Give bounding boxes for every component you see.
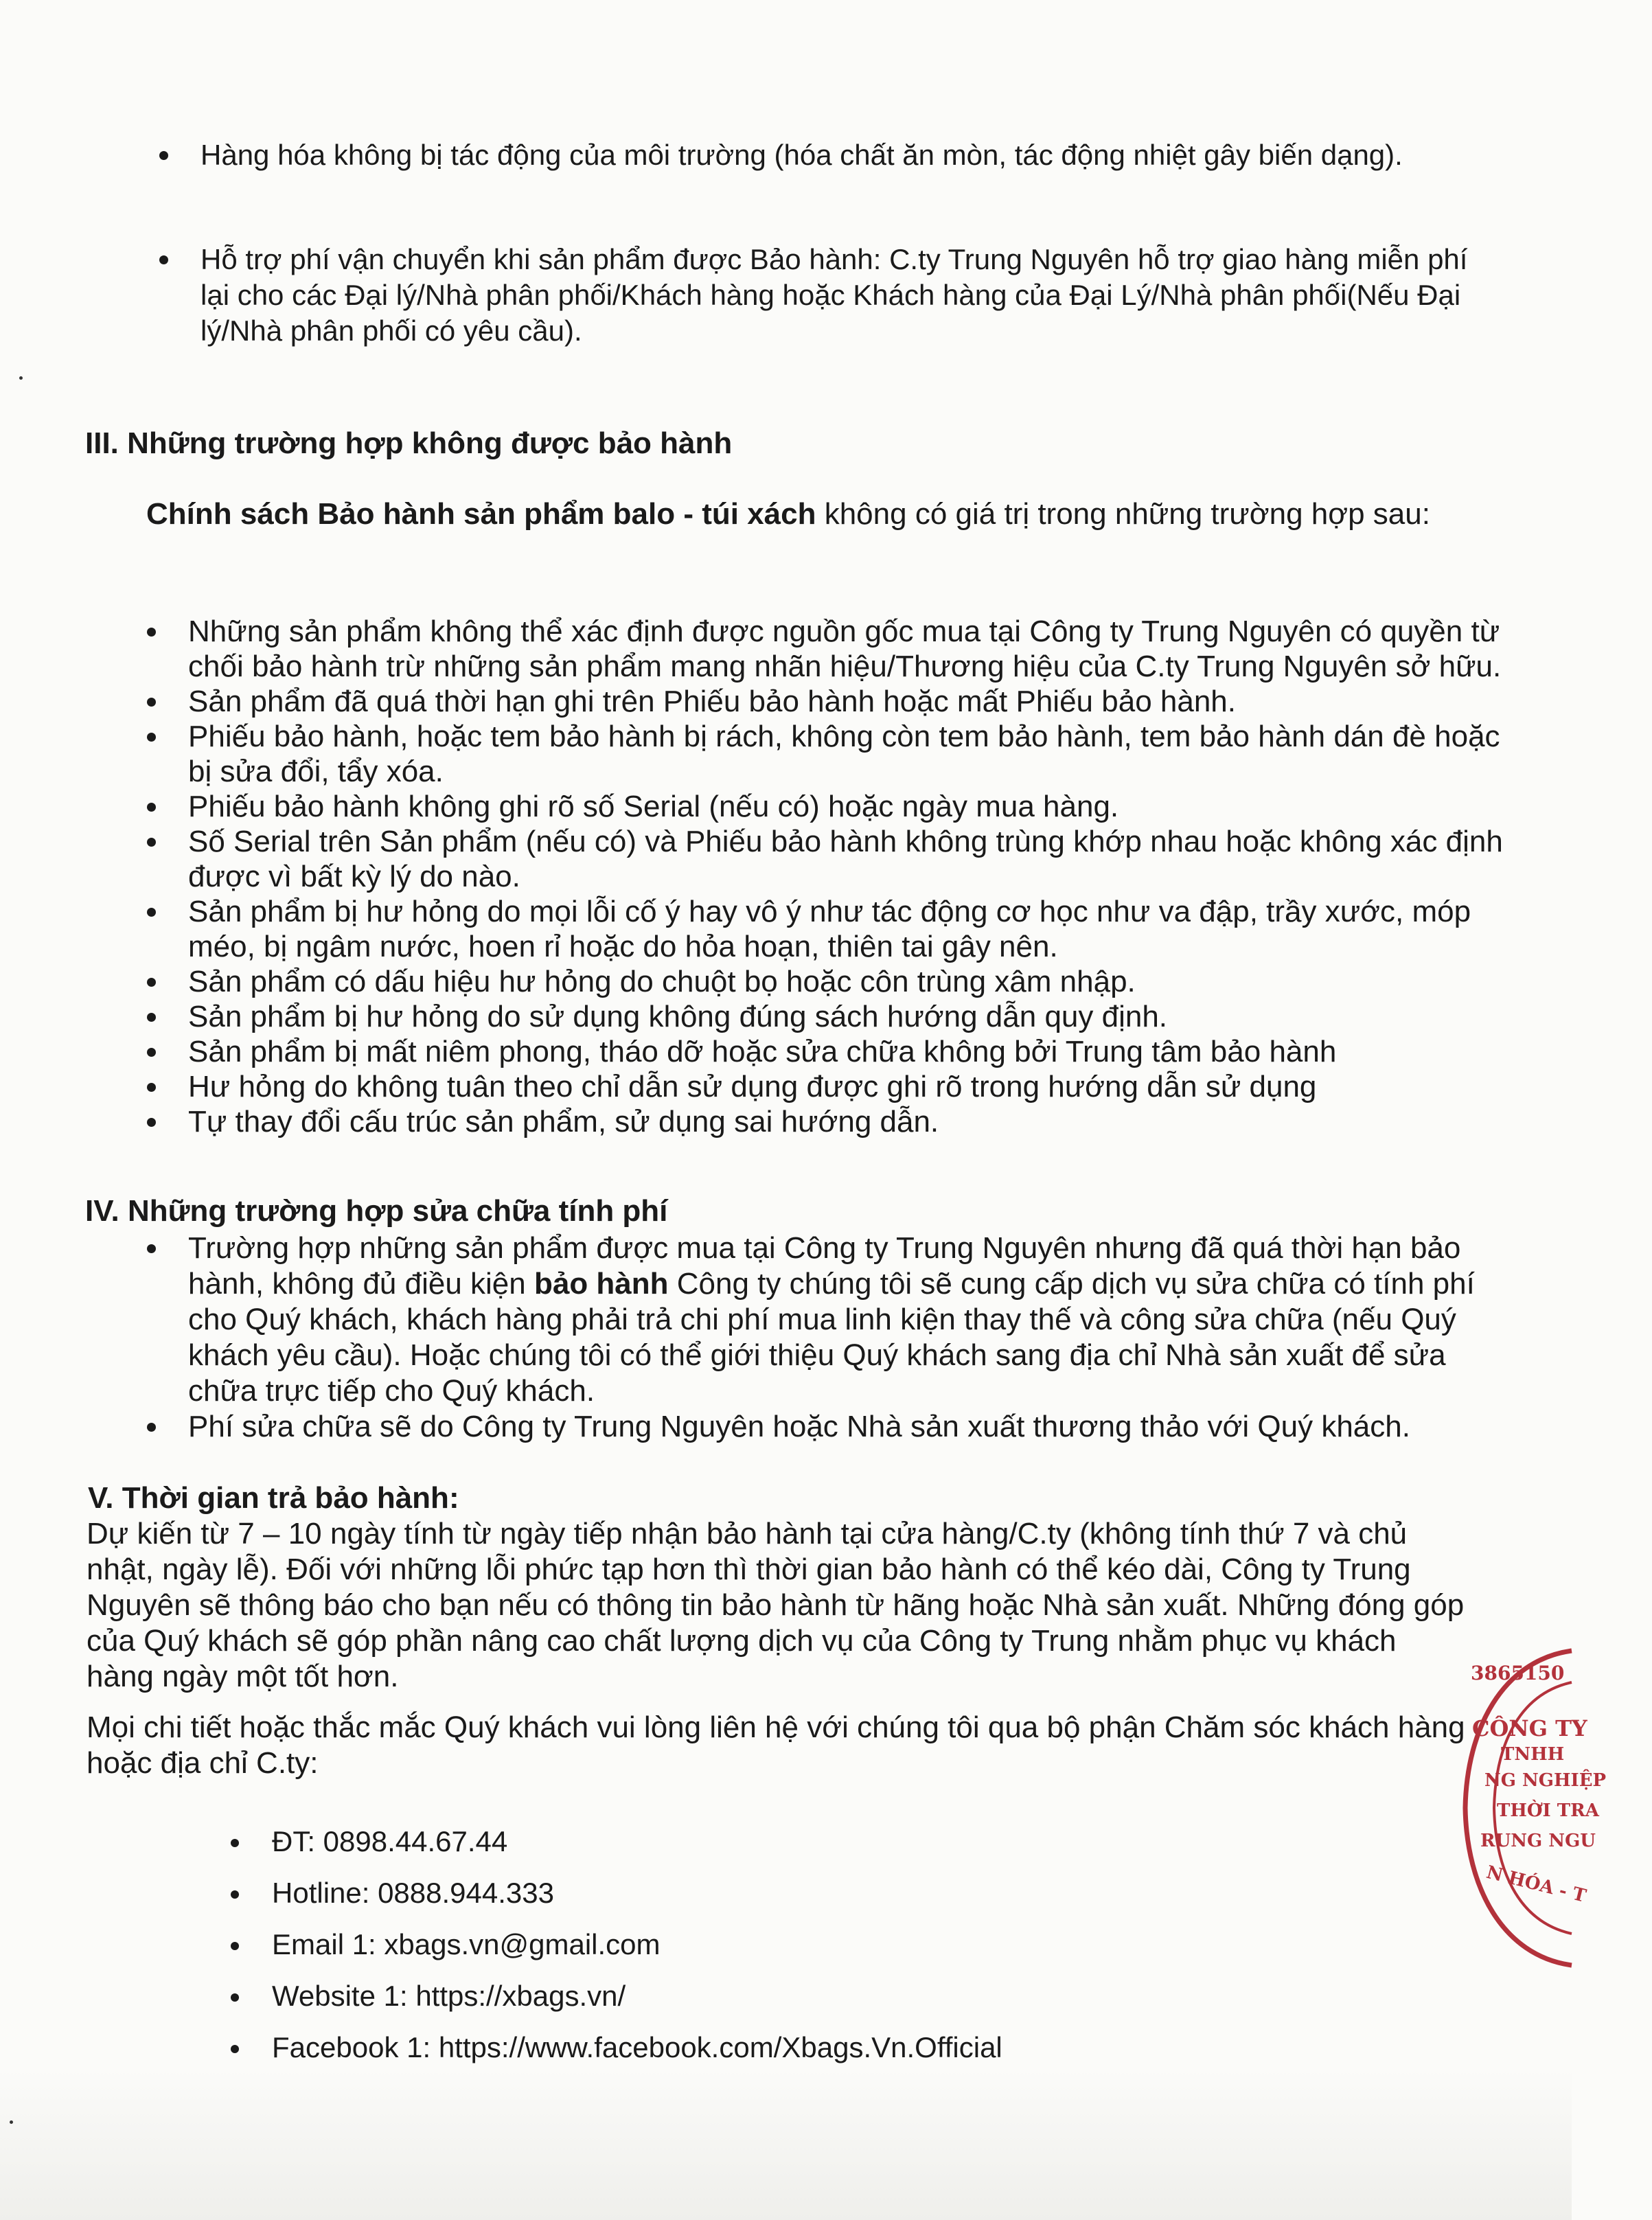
list-item: Những sản phẩm không thể xác định được nguồn gốc mua tại Công ty Trung Nguyên có quyền từ chối bảo hành trừ những sản phẩm mang nhãn hiệu/Thương hiệu của C.ty Trung Nguyên sở hữu. <box>140 614 1506 684</box>
list-item: Sản phẩm bị hư hỏng do mọi lỗi cố ý hay vô ý như tác động cơ học như va đập, trầy xước, móp méo, bị ngâm nước, hoen rỉ hoặc do hỏa hoạn, thiên tai gây nên. <box>140 894 1506 964</box>
list-item: Sản phẩm có dấu hiệu hư hỏng do chuột bọ hoặc côn trùng xâm nhập. <box>140 964 1506 999</box>
paid-repair-list <box>140 1231 1506 1445</box>
list-item: Phí sửa chữa sẽ do Công ty Trung Nguyên hoặc Nhà sản xuất thương thảo với Quý khách. <box>140 1409 1506 1445</box>
contact-website[interactable]: Website 1: https://xbags.vn/ <box>224 1978 1322 2014</box>
list-item: Số Serial trên Sản phẩm (nếu có) và Phiếu bảo hành không trùng khớp nhau hoặc không xác định được vì bất kỳ lý do nào. <box>140 824 1506 894</box>
paid-repair-bold: bảo hành <box>534 1267 669 1301</box>
list-item <box>140 1231 1506 1409</box>
scan-speck <box>19 376 23 380</box>
list-item: Phiếu bảo hành, hoặc tem bảo hành bị rách, không còn tem bảo hành, tem bảo hành dán đè hoặc bị sửa đổi, tẩy xóa. <box>140 719 1506 789</box>
intro-rest-text: không có giá trị trong những trường hợp sau: <box>816 497 1430 531</box>
intro-bold-text: Chính sách Bảo hành sản phẩm balo - túi xách <box>146 497 816 531</box>
stamp-line: NG NGHIỆP <box>1484 1770 1607 1791</box>
stamp-line: CÔNG TY <box>1472 1715 1587 1741</box>
contact-phone: ĐT: 0898.44.67.44 <box>224 1824 1322 1859</box>
return-time-paragraph: Dự kiến từ 7 – 10 ngày tính từ ngày tiếp nhận bảo hành tại cửa hàng/C.ty (không tính thứ 7 và chủ nhật, ngày lễ). Đối với những lỗi phức tạp hơn thì thời gian bảo hành có thể kéo dài, Công ty Trung Nguyên sẽ thông báo cho bạn nếu có thông tin bảo hành từ hãng hoặc Nhà sản xuất. Những đóng góp của Quý khách sẽ góp phần nâng cao chất lượng dịch vụ của Công ty Trung nhằm phục vụ khách hàng ngày một tốt hơn. <box>87 1517 1465 1693</box>
list-item: Hàng hóa không bị tác động của môi trường (hóa chất ăn mòn, tác động nhiệt gây biến dạng). <box>152 137 1498 173</box>
list-item: Hư hỏng do không tuân theo chỉ dẫn sử dụng được ghi rõ trong hướng dẫn sử dụng <box>140 1069 1506 1104</box>
paid-repair-text-b: Công ty chúng tôi sẽ cung cấp dịch vụ sửa chữa có tính phí cho Quý khách, khách hàng phải trả chi phí mua linh kiện thay thế và công sửa chữa (nếu Quý khách yêu cầu). Hoặc chúng tôi có thể giới thiệu Quý khách sang địa chỉ Nhà sản xuất để sửa chữa trực tiếp cho Quý khách. <box>188 1267 1475 1408</box>
list-item: Hỗ trợ phí vận chuyển khi sản phẩm được Bảo hành: C.ty Trung Nguyên hỗ trợ giao hàng miễn phí lại cho các Đại lý/Nhà phân phối/Khách hàng hoặc Khách hàng của Đại Lý/Nhà phân phối(Nếu Đại lý/Nhà phân phối có yêu cầu). <box>152 242 1498 349</box>
contact-email[interactable]: Email 1: xbags.vn@gmail.com <box>224 1927 1322 1962</box>
stamp-line: 3865150 <box>1471 1662 1565 1684</box>
stamp-line: THỜI TRA <box>1497 1800 1599 1821</box>
section-3-heading: III. Những trường hợp không được bảo hành <box>85 426 733 460</box>
stamp-line: N HÓA - T <box>1484 1862 1588 1907</box>
section-5-heading: V. Thời gian trả bảo hành: <box>88 1481 459 1515</box>
company-seal-stamp <box>1461 1647 1607 1969</box>
section-3-intro <box>146 496 1471 533</box>
paid-repair-text-a: Trường hợp những sản phẩm được mua tại Công ty Trung Nguyên nhưng đã quá thời hạn bảo hành, không đủ điều kiện <box>188 1231 1461 1301</box>
list-item: Sản phẩm bị hư hỏng do sử dụng không đúng sách hướng dẫn quy định. <box>140 999 1506 1034</box>
scan-shading <box>0 2069 1572 2220</box>
list-item: Sản phẩm đã quá thời hạn ghi trên Phiếu bảo hành hoặc mất Phiếu bảo hành. <box>140 684 1506 719</box>
not-covered-list <box>140 614 1506 1139</box>
scan-speck <box>10 2120 13 2124</box>
contact-intro-paragraph: Mọi chi tiết hoặc thắc mắc Quý khách vui lòng liên hệ với chúng tôi qua bộ phận Chăm sóc khách hàng hoặc địa chỉ C.ty: <box>87 1710 1465 1780</box>
list-item: Phiếu bảo hành không ghi rõ số Serial (nếu có) hoặc ngày mua hàng. <box>140 789 1506 824</box>
contact-list <box>224 1824 1322 2081</box>
warranty-conditions-list <box>152 137 1498 417</box>
stamp-line: RUNG NGU <box>1480 1831 1596 1851</box>
contact-facebook[interactable]: Facebook 1: https://www.facebook.com/Xbags.Vn.Official <box>224 2030 1322 2065</box>
section-4-heading: IV. Những trường hợp sửa chữa tính phí <box>85 1194 668 1228</box>
stamp-line: TNHH <box>1501 1744 1565 1765</box>
list-item: Sản phẩm bị mất niêm phong, tháo dỡ hoặc sửa chữa không bởi Trung tâm bảo hành <box>140 1034 1506 1069</box>
contact-hotline: Hotline: 0888.944.333 <box>224 1875 1322 1911</box>
list-item: Tự thay đổi cấu trúc sản phẩm, sử dụng sai hướng dẫn. <box>140 1104 1506 1139</box>
